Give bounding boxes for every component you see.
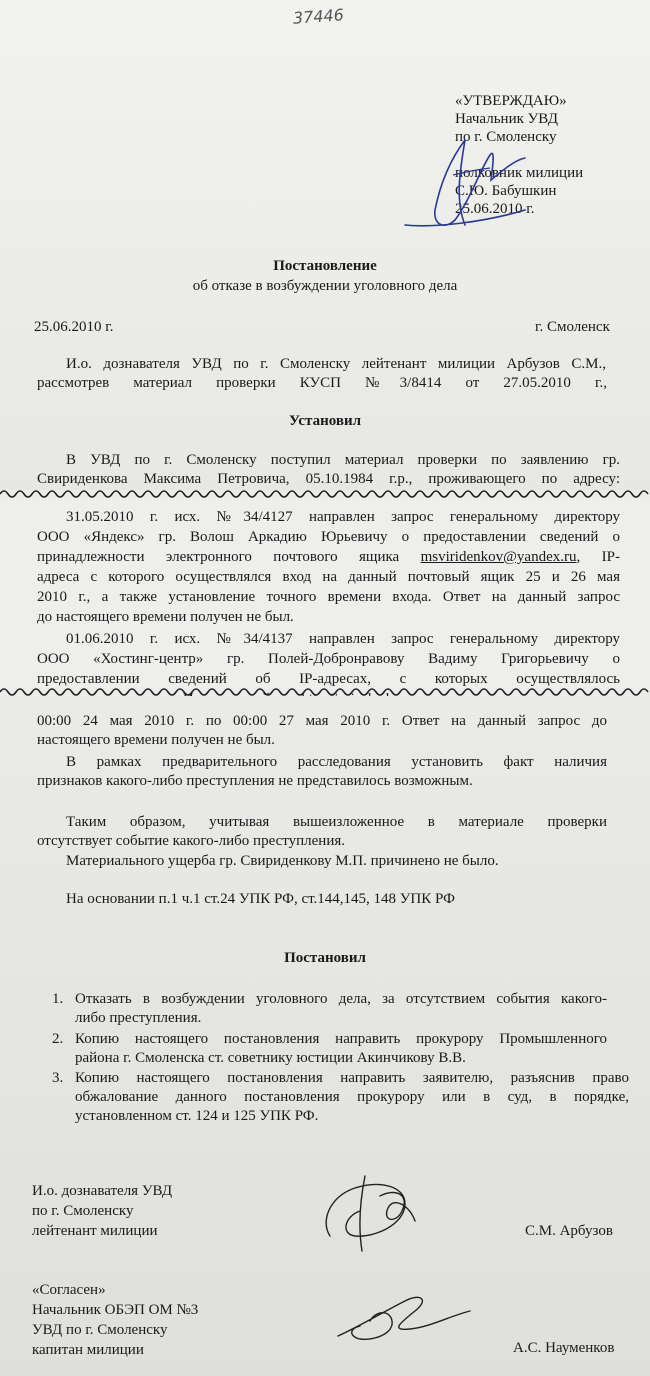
intro-line-2: рассмотрев материал проверки КУСП №3/8414 от 27.05.2010 г.,	[37, 375, 607, 391]
chief-signature	[395, 130, 535, 240]
intro-line-1: И.о. дознавателя УВД по г. Смоленску лейтенант милиции Арбузов С.М.,	[66, 356, 606, 372]
established-heading: Установил	[288, 413, 362, 429]
officer-signature	[310, 1166, 430, 1256]
continuation-line-7: Материального ущерба гр. Свириденкову М.П. причинено не было.	[66, 853, 499, 869]
approval-line-3: по г. Смоленску	[455, 129, 557, 145]
request2-line-3: предоставлении сведений об IP-адресах, с которых осуществлялось	[37, 671, 620, 687]
document-title: Постановление	[273, 258, 377, 274]
continuation-line-4: признаков какого-либо преступления не представилось возможным.	[37, 773, 473, 789]
resolution-item-text: Копию настоящего постановления направить заявителю, разъяснив право	[75, 1070, 629, 1086]
request1-text: принадлежности электронного почтового ящика	[37, 549, 400, 565]
resolution-item-text: Отказать в возбуждении уголовного дела, за отсутствием события какого-	[75, 991, 607, 1007]
established-line-1: В УВД по г. Смоленску поступил материал проверки по заявлению гр.	[66, 452, 620, 468]
continuation-line-3: В рамках предварительного расследования установить факт наличия	[66, 754, 607, 770]
document-city: г. Смоленск	[535, 319, 610, 335]
resolution-heading: Постановил	[284, 950, 366, 966]
agreed-line-2: Начальник ОБЭП ОМ №3	[32, 1302, 199, 1318]
agreed-line-4: капитан милиции	[32, 1342, 144, 1358]
email-link[interactable]: msviridenkov@yandex.ru	[420, 549, 577, 565]
resolution-item-text: установленном ст. 124 и 125 УПК РФ.	[75, 1108, 319, 1124]
agreed-line-3: УВД по г. Смоленску	[32, 1322, 168, 1338]
continuation-line-2: настоящего времени получен не был.	[37, 732, 275, 748]
request1-line-2: ООО «Яндекс» гр. Волош Аркадию Юрьевичу о предоставлении сведений о	[37, 529, 620, 545]
agreed-name: А.С. Науменков	[513, 1340, 615, 1356]
officer-line-2: по г. Смоленску	[32, 1203, 134, 1219]
request2-line-2: ООО «Хостинг-центр» гр. Полей-Добронравову Вадиму Григорьевичу о	[37, 651, 620, 667]
continuation-line-5: Таким образом, учитывая вышеизложенное в материале проверки	[66, 814, 607, 830]
officer-name: С.М. Арбузов	[525, 1223, 613, 1239]
request1-line-3	[37, 548, 620, 567]
document-page-middle	[0, 498, 650, 688]
document-subtitle: об отказе в возбуждении уголовного дела	[192, 278, 458, 294]
continuation-line-1: 00:00 24 мая 2010 г. по 00:00 27 мая 2010 г. Ответ на данный запрос до	[37, 713, 607, 729]
request1-line-5: 2010 г., а также установление точного времени входа. Ответ на данный запрос	[37, 589, 620, 605]
resolution-item-text: обжалование данного постановления прокурору или в суд, в порядке,	[75, 1089, 629, 1105]
approval-line-6: 25.06.2010 г.	[455, 201, 535, 217]
approval-line-1: «УТВЕРЖДАЮ»	[455, 93, 567, 109]
resolution-item-number: 3.	[52, 1070, 64, 1086]
continuation-line-6: отсутствует событие какого-либо преступления.	[37, 833, 346, 849]
resolution-item-text: либо преступления.	[75, 1010, 202, 1026]
approval-line-2: Начальник УВД	[455, 111, 558, 127]
request1-line-6: до настоящего времени получен не был.	[37, 609, 294, 625]
approval-line-4: полковник милиции	[455, 165, 584, 181]
resolution-item-number: 1.	[52, 991, 64, 1007]
document-page-bottom	[0, 696, 650, 1376]
resolution-item-number: 2.	[52, 1031, 64, 1047]
document-page-top	[0, 0, 650, 490]
request1-line-4: адреса с которого осуществлялся вход на данный почтовый ящик 25 и 26 мая	[37, 569, 620, 585]
legal-basis: На основании п.1 ч.1 ст.24 УПК РФ, ст.144,145, 148 УПК РФ	[66, 891, 455, 907]
request2-line-1: 01.06.2010 г. исх. №34/4137 направлен запрос генеральному директору	[66, 631, 620, 647]
request1-line-1: 31.05.2010 г. исх. №34/4127 направлен запрос генеральному директору	[66, 509, 620, 525]
document-date: 25.06.2010 г.	[34, 319, 114, 335]
resolution-item-text: Копию настоящего постановления направить прокурору Промышленного	[75, 1031, 607, 1047]
officer-line-3: лейтенант милиции	[32, 1223, 158, 1239]
agreed-line-1: «Согласен»	[32, 1282, 106, 1298]
established-line-2: Свириденкова Максима Петровича, 05.10.1984 г.р., проживающего по адресу:	[37, 471, 620, 487]
agreed-signature	[330, 1281, 480, 1356]
approval-line-5: С.Ю. Бабушкин	[455, 183, 557, 199]
officer-line-1: И.о. дознавателя УВД	[32, 1183, 173, 1199]
request1-text-tail: , IP-	[576, 549, 620, 565]
handwritten-number: 37446	[292, 5, 345, 28]
resolution-item-text: района г. Смоленска ст. советнику юстиции Акинчикову В.В.	[75, 1050, 466, 1066]
